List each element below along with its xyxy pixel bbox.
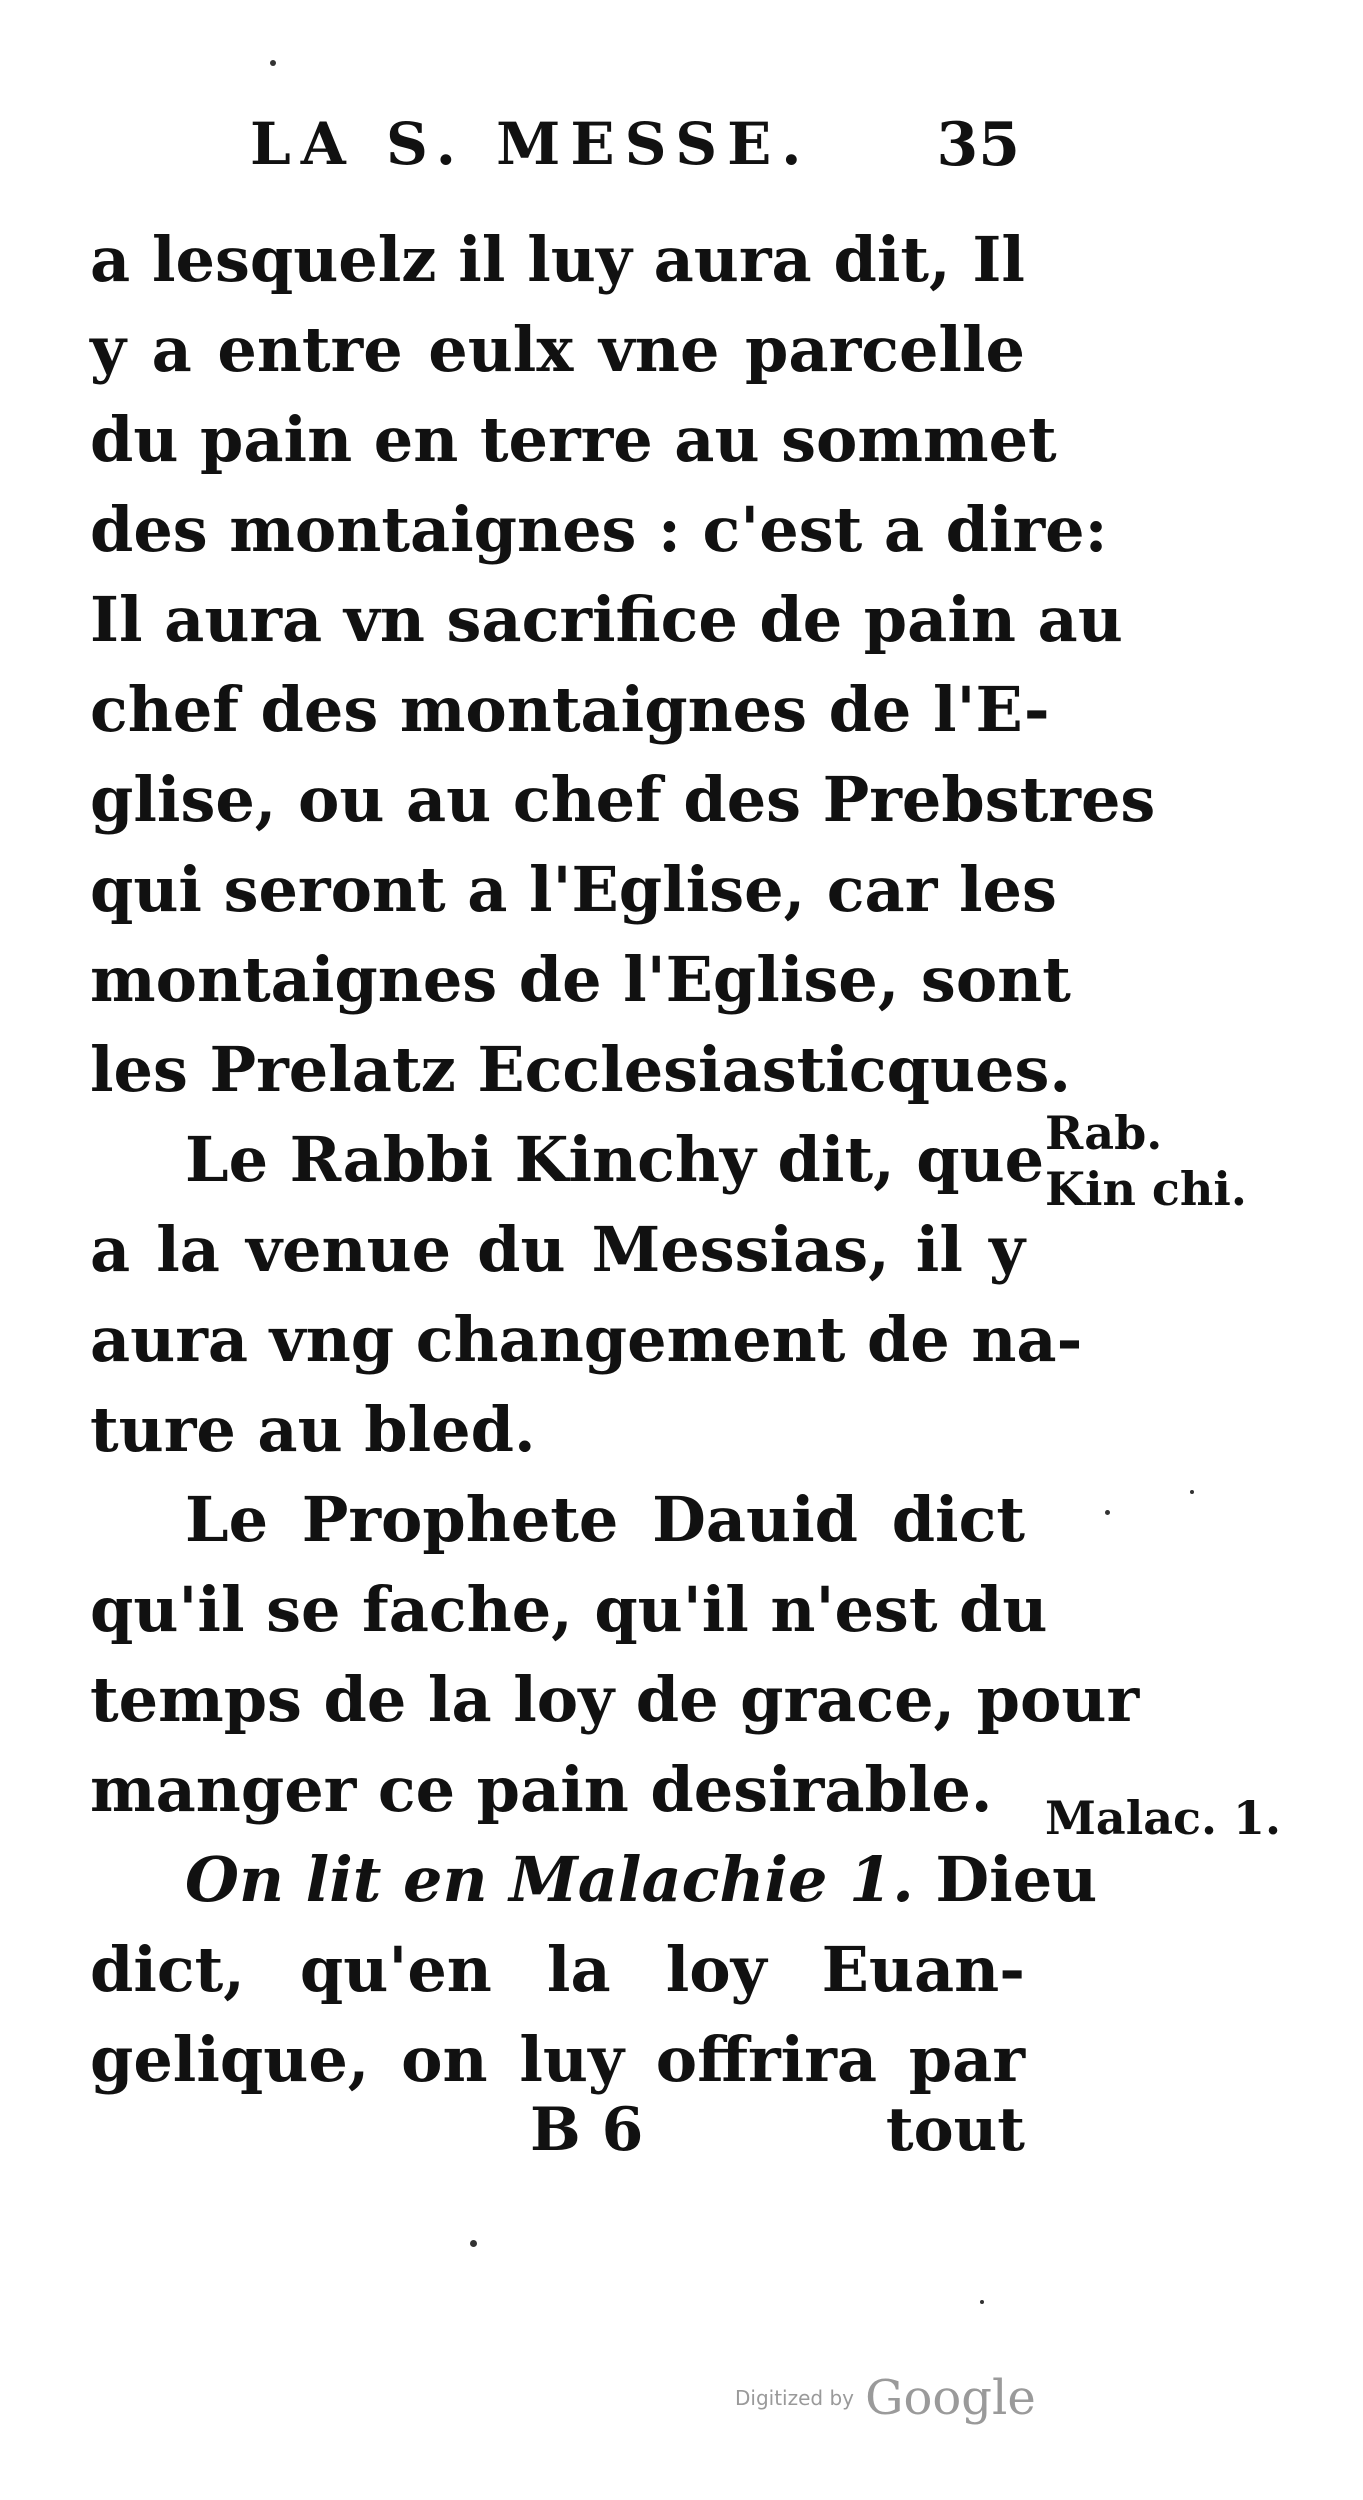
page-header [190, 110, 1020, 190]
text-line: gelique, on luy offrira par [90, 2023, 1025, 2096]
text-line [90, 1835, 1098, 1925]
running-head: LA S. MESSE. [250, 110, 812, 178]
text-line: des montaignes : c'est a dire: [90, 493, 1108, 566]
text-line: qui seront a l'Eglise, car les [90, 853, 1057, 926]
ink-speck [980, 2300, 984, 2304]
text-line: y a entre eulx vne parcelle [90, 313, 1025, 386]
text-line: qu'il se fache, qu'il n'est du [90, 1573, 1048, 1646]
ink-speck [470, 2240, 477, 2247]
page-footer [90, 2085, 1025, 2175]
text-line: glise, ou au chef des Prebstres [90, 763, 1156, 836]
ink-speck [1190, 1490, 1194, 1494]
ink-speck [270, 60, 276, 66]
watermark-brand: Google [865, 2370, 1036, 2426]
text-line: dict, qu'en la loy Euan- [90, 1933, 1025, 2006]
text-line: manger ce pain desirable. [90, 1753, 993, 1826]
text-line: Il aura vn sacrifice de pain au [90, 583, 1123, 656]
digitization-watermark [735, 2370, 1036, 2426]
text-line: chef des montaignes de l'E- [90, 673, 1050, 746]
text-line: du pain en terre au sommet [90, 403, 1057, 476]
margin-note-kinchi: Rab. Kin chi. [1045, 1106, 1247, 1216]
text-line: les Prelatz Ecclesiasticques. [90, 1033, 1071, 1106]
page-number: 35 [936, 110, 1020, 180]
text-line: Le Prophete Dauid dict [185, 1483, 1025, 1556]
italic-citation: On lit en Malachie 1. [185, 1843, 914, 1916]
signature-mark: B 6 [530, 2095, 644, 2165]
text-line: temps de la loy de grace, pour [90, 1663, 1140, 1736]
text-line: aura vng changement de na- [90, 1303, 1083, 1376]
text-line: ture au bled. [90, 1393, 536, 1466]
text-line: a lesquelz il luy aura dit, Il [90, 223, 1025, 296]
watermark-prefix: Digitized by [735, 2386, 854, 2410]
catchword: tout [885, 2095, 1025, 2165]
text-line: a la venue du Messias, il y [90, 1213, 1025, 1286]
margin-note-malac: Malac. 1. [1045, 1791, 1282, 1845]
text-line: montaignes de l'Eglise, sont [90, 943, 1071, 1016]
text-fragment: Dieu [935, 1843, 1098, 1916]
ink-speck [1105, 1510, 1110, 1515]
text-line: Le Rabbi Kinchy dit, que [185, 1123, 1045, 1196]
